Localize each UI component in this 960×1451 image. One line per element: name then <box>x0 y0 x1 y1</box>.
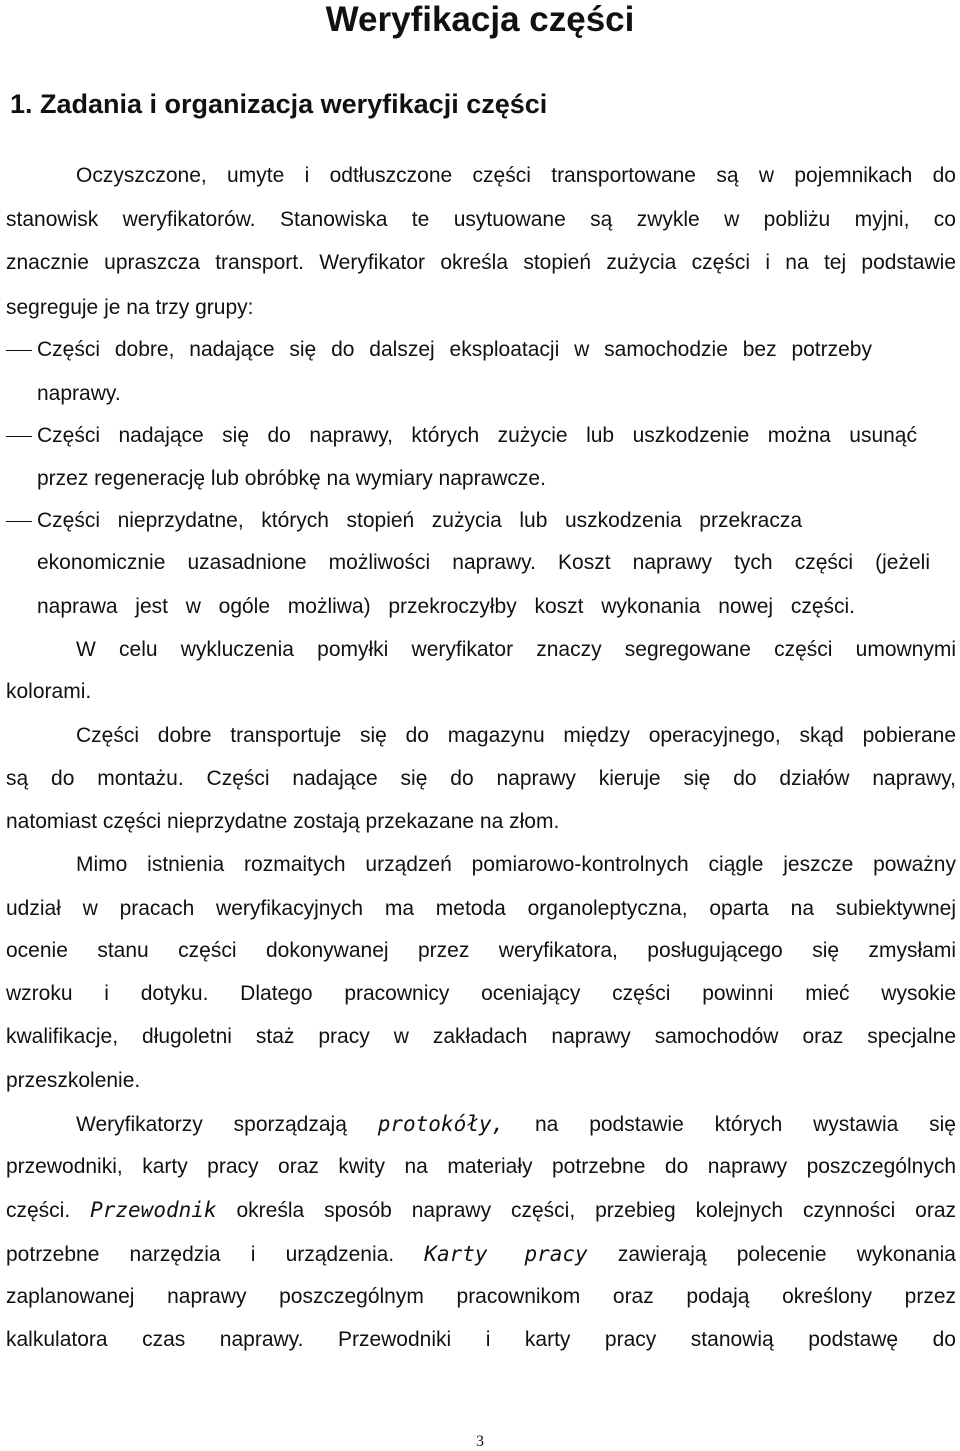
emphasis-protokoly: protokóły, <box>377 1112 505 1136</box>
text-run: określa sposób naprawy części, przebieg kolejnych czynności oraz <box>236 1199 956 1222</box>
paragraph-line: Części dobre transportuje się do magazynu między operacyjnego, skąd pobierane <box>76 724 956 747</box>
text-run: potrzebne narzędzia i urządzenia. <box>6 1243 395 1266</box>
list-item-line: naprawa jest w ogóle możliwa) przekroczyłby koszt wykonania nowej części. <box>37 595 855 618</box>
section-heading: 1. Zadania i organizacja weryfikacji części <box>10 89 548 119</box>
list-item-line: Części nadające się do naprawy, których zużycie lub uszkodzenie można usunąć <box>37 424 917 447</box>
page-number: 3 <box>476 1433 484 1450</box>
paragraph-line: natomiast części nieprzydatne zostają przekazane na złom. <box>6 810 560 833</box>
paragraph-line <box>76 1111 956 1138</box>
paragraph-line: znacznie upraszcza transport. Weryfikator określa stopień zużycia części i na tej podstawie <box>6 251 956 274</box>
paragraph-line: ocenie stanu części dokonywanej przez weryfikatora, posługującego się zmysłami <box>6 939 956 962</box>
text-run: zawierają polecenie wykonania <box>617 1243 956 1266</box>
paragraph-line: są do montażu. Części nadające się do naprawy kieruje się do działów naprawy, <box>6 767 956 790</box>
paragraph-line: stanowisk weryfikatorów. Stanowiska te usytuowane są zwykle w pobliżu myjni, co <box>6 208 956 231</box>
page-title: Weryfikacja części <box>325 0 635 39</box>
paragraph-line: Mimo istnienia rozmaitych urządzeń pomiarowo-kontrolnych ciągle jeszcze poważny <box>76 853 956 876</box>
text-run: części. <box>6 1199 71 1222</box>
list-dash-icon <box>6 521 32 522</box>
text-run: Weryfikatorzy sporządzają <box>76 1113 347 1136</box>
list-item-line: Części nieprzydatne, których stopień zużycia lub uszkodzenia przekracza <box>37 509 802 532</box>
list-item-line: przez regenerację lub obróbkę na wymiary naprawcze. <box>37 467 546 490</box>
paragraph-line: udział w pracach weryfikacyjnych ma metoda organoleptyczna, oparta na subiektywnej <box>6 897 956 920</box>
paragraph-line: przeszkolenie. <box>6 1069 141 1092</box>
paragraph-line: Oczyszczone, umyte i odtłuszczone części transportowane są w pojemnikach do <box>76 164 956 187</box>
paragraph-line <box>6 1241 956 1268</box>
list-item-line: ekonomicznie uzasadnione możliwości naprawy. Koszt naprawy tych części (jeżeli <box>37 551 930 574</box>
list-item-line: naprawy. <box>37 382 121 405</box>
list-item-line: Części dobre, nadające się do dalszej eksploatacji w samochodzie bez potrzeby <box>37 338 872 361</box>
list-dash-icon <box>6 350 32 351</box>
paragraph-line: kalkulatora czas naprawy. Przewodniki i karty pracy stanowią podstawę do <box>6 1328 956 1351</box>
list-dash-icon <box>6 436 32 437</box>
emphasis-przewodnik: Przewodnik <box>90 1198 217 1222</box>
paragraph-line <box>6 1197 956 1224</box>
paragraph-line: przewodniki, karty pracy oraz kwity na materiały potrzebne do naprawy poszczególnych <box>6 1155 956 1178</box>
paragraph-line: kolorami. <box>6 680 92 703</box>
paragraph-line: segreguje je na trzy grupy: <box>6 296 254 319</box>
paragraph-line: zaplanowanej naprawy poszczególnym pracownikom oraz podają określony przez <box>6 1285 956 1308</box>
paragraph-line: kwalifikacje, długoletni staż pracy w zakładach naprawy samochodów oraz specjalne <box>6 1025 956 1048</box>
text-run: na podstawie których wystawia się <box>535 1113 956 1136</box>
emphasis-karty-pracy: Karty pracy <box>424 1242 588 1266</box>
paragraph-line: wzroku i dotyku. Dlatego pracownicy oceniający części powinni mieć wysokie <box>6 982 956 1005</box>
paragraph-line: W celu wykluczenia pomyłki weryfikator znaczy segregowane części umownymi <box>76 638 956 661</box>
